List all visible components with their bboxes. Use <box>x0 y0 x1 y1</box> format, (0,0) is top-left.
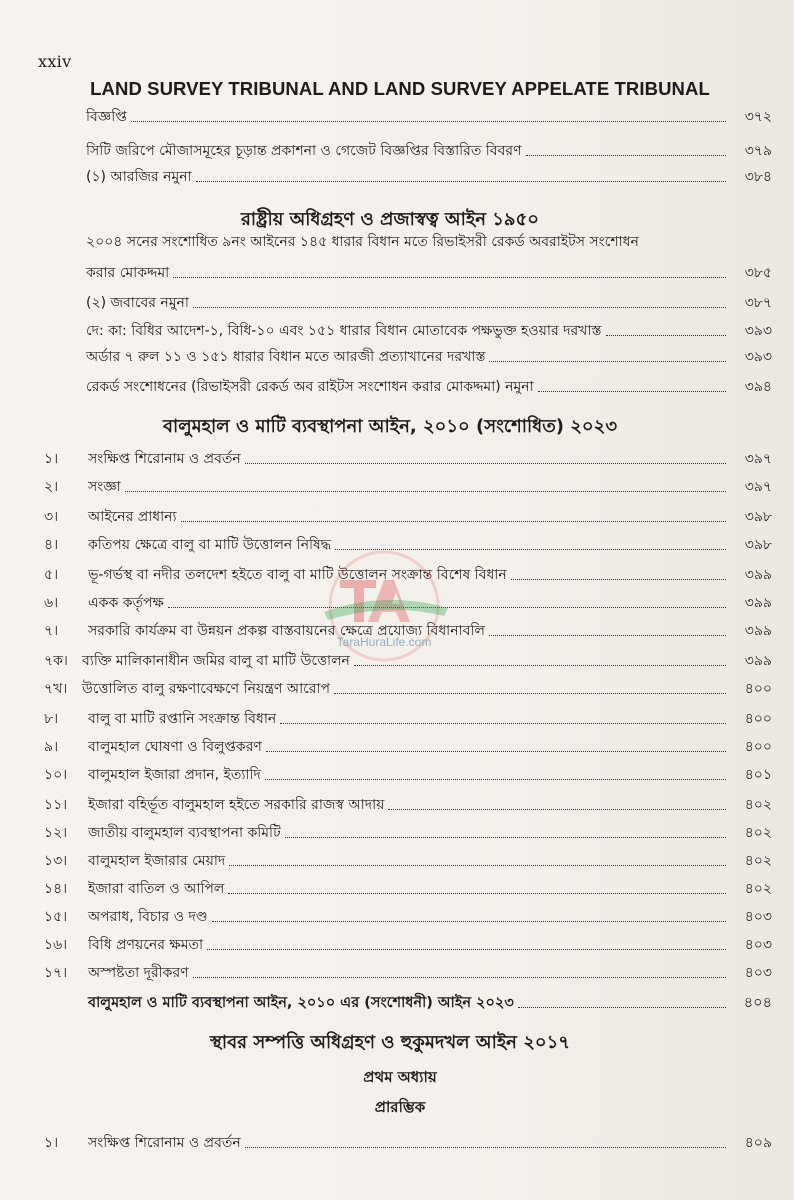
dot-leader <box>196 181 726 182</box>
dot-leader <box>245 463 726 464</box>
toc-entry[interactable] <box>44 588 772 612</box>
section-number: ৫। <box>44 567 59 583</box>
entry-page: ৩৯৪ <box>744 379 772 395</box>
toc-entry[interactable] <box>44 472 772 496</box>
dot-leader <box>265 779 726 780</box>
toc-entry[interactable] <box>44 646 772 670</box>
dot-leader <box>207 949 726 950</box>
entry-title: (১) আরজির নমুনা <box>86 169 192 185</box>
entry-title: (২) জবাবের নমুনা <box>86 295 189 311</box>
entry-page: ৪০৩ <box>744 965 772 981</box>
entry-page: ৩৮৭ <box>744 295 772 311</box>
entry-page: ৩৯৭ <box>744 451 772 467</box>
dot-leader <box>335 549 726 550</box>
dot-leader <box>285 837 726 838</box>
dot-leader <box>388 809 726 810</box>
toc-entry[interactable] <box>44 958 772 982</box>
entry-page: ৩৭৯ <box>744 143 772 159</box>
page-number: xxiv <box>38 52 72 71</box>
section-number: ১২। <box>44 825 68 841</box>
entry-page: ৩৯৯ <box>744 623 772 639</box>
dot-leader <box>125 491 726 492</box>
dot-leader <box>489 635 726 636</box>
toc-entry[interactable] <box>44 732 772 756</box>
section-number: ১৩। <box>44 853 68 869</box>
entry-page: ৪০০ <box>744 739 772 755</box>
entry-title: বিধি প্রণয়নের ক্ষমতা <box>88 937 204 953</box>
entry-page: ৩৯৯ <box>744 567 772 583</box>
toc-entry[interactable] <box>44 444 772 468</box>
entry-page: ৩৯৮ <box>744 509 772 525</box>
toc-entry[interactable] <box>86 162 772 186</box>
toc-entry[interactable] <box>86 102 772 126</box>
toc-entry[interactable] <box>86 136 772 160</box>
section-number: ১৫। <box>44 909 68 925</box>
toc-entry-amendment[interactable] <box>88 988 772 1012</box>
dot-leader <box>606 335 726 336</box>
dot-leader <box>228 893 726 894</box>
dot-leader <box>131 121 726 122</box>
toc-entry[interactable] <box>44 560 772 584</box>
toc-entry[interactable] <box>44 818 772 842</box>
entry-page: ৪০০ <box>744 711 772 727</box>
toc-entry[interactable] <box>44 1128 772 1152</box>
toc-entry[interactable] <box>44 902 772 926</box>
entry-page: ৪০০ <box>744 681 772 697</box>
toc-entry[interactable] <box>44 874 772 898</box>
entry-title: বালু বা মাটি রপ্তানি সংক্রান্ত বিধান <box>88 711 277 727</box>
toc-entry[interactable] <box>86 258 772 282</box>
dot-leader <box>173 277 726 278</box>
entry-page: ৩৯৭ <box>744 479 772 495</box>
toc-entry[interactable] <box>44 616 772 640</box>
dot-leader <box>334 693 726 694</box>
entry-page: ৪০৪ <box>743 995 772 1011</box>
entry-title: একক কর্তৃপক্ষ <box>88 595 164 611</box>
section-number: ৭। <box>44 623 59 639</box>
section-number: ১। <box>44 451 59 467</box>
section-heading: রাষ্ট্রীয় অধিগ্রহণ ও প্রজাস্বত্ব আইন ১৯৫০ <box>241 209 539 230</box>
section-number: ৩। <box>44 509 59 525</box>
section-number: ৬। <box>44 595 59 611</box>
dot-leader <box>354 665 726 666</box>
section-number: ৯। <box>44 739 59 755</box>
toc-entry[interactable] <box>44 760 772 784</box>
entry-title: জাতীয় বালুমহাল ব্যবস্থাপনা কমিটি <box>88 825 281 841</box>
entry-page: ৪০১ <box>744 767 772 783</box>
entry-page: ৩৮৫ <box>744 265 772 281</box>
dot-leader <box>229 865 726 866</box>
entry-title: দে: কা: বিধির আদেশ-১, বিধি-১০ এবং ১৫১ ধারার বিধান মোতাবেক পক্ষভুক্ত হওয়ার দরখাস্ত <box>86 323 602 339</box>
entry-title: ইজারা বাতিল ও আপিল <box>88 881 225 897</box>
entry-title: সংক্ষিপ্ত শিরোনাম ও প্রবর্তন <box>88 1135 241 1151</box>
entry-page: ৪০২ <box>744 825 772 841</box>
section-number: ১১। <box>44 797 68 813</box>
entry-page: ৪০৩ <box>744 937 772 953</box>
toc-entry[interactable] <box>44 790 772 814</box>
entry-title: বালুমহাল ইজারার মেয়াদ <box>88 853 226 869</box>
entry-page: ৪০২ <box>744 853 772 869</box>
section-number: ৪। <box>44 537 59 553</box>
entry-title: ভূ-গর্ভস্থ বা নদীর তলদেশ হইতে বালু বা মাটি উত্তোলন সংক্রান্ত বিশেষ বিধান <box>88 567 507 583</box>
entry-title: সিটি জরিপে মৌজাসমূহের চূড়ান্ত প্রকাশনা ও গেজেট বিজ্ঞপ্তির বিস্তারিত বিবরণ <box>86 143 522 159</box>
dot-leader <box>538 391 726 392</box>
entry-title: বিজ্ঞপ্তি <box>86 109 127 125</box>
section-number: ৮। <box>44 711 59 727</box>
entry-page: ৪০২ <box>744 797 772 813</box>
entry-page: ৪০২ <box>744 881 772 897</box>
dot-leader <box>489 361 726 362</box>
entry-page: ৩৯৩ <box>744 349 772 365</box>
entry-title: বালুমহাল ঘোষণা ও বিলুপ্তকরণ <box>88 739 262 755</box>
dot-leader <box>212 921 726 922</box>
entry-title: সরকারি কার্যক্রম বা উন্নয়ন প্রকল্প বাস্তবায়নের ক্ষেত্রে প্রযোজ্য বিধানাবলি <box>88 623 485 639</box>
entry-page: ৩৭২ <box>744 109 772 125</box>
toc-entry-first-line: ২০০৪ সনের সংশোধিত ৯নং আইনের ১৪৫ ধারার বিধান মতে রিভাইসরী রেকর্ড অবরাইটস সংশোধন <box>86 234 639 250</box>
toc-entry[interactable] <box>44 502 772 526</box>
chapter-subheading: প্রারম্ভিক <box>374 1098 426 1116</box>
entry-title: অর্ডার ৭ রুল ১১ ও ১৫১ ধারার বিধান মতে আরজী প্রত্যাখানের দরখাস্ত <box>86 349 486 365</box>
running-head: LAND SURVEY TRIBUNAL AND LAND SURVEY APPELATE TRIBUNAL <box>90 78 710 99</box>
dot-leader <box>518 1007 726 1008</box>
entry-title: উত্তোলিত বালু রক্ষণাবেক্ষণে নিয়ন্ত্রণ আরোপ <box>82 681 331 697</box>
chapter-heading: প্রথম অধ্যায় <box>363 1068 437 1086</box>
dot-leader <box>245 1147 726 1148</box>
entry-title: কতিপয় ক্ষেত্রে বালু বা মাটি উত্তোলন নিষিদ্ধ <box>88 537 332 553</box>
section-number: ১৬। <box>44 937 68 953</box>
dot-leader <box>266 751 726 752</box>
toc-entry[interactable] <box>86 288 772 312</box>
watermark-text: TaraHuraLife.com <box>336 635 432 649</box>
section-number: ২। <box>44 479 59 495</box>
section-number: ১০। <box>44 767 68 783</box>
toc-entry[interactable] <box>44 930 772 954</box>
dot-leader <box>280 723 726 724</box>
dot-leader <box>511 579 726 580</box>
section-heading: স্থাবর সম্পত্তি অধিগ্রহণ ও হুকুমদখল আইন ২০১৭ <box>210 1032 570 1053</box>
section-number: ১৭। <box>44 965 68 981</box>
section-heading: বালুমহাল ও মাটি ব্যবস্থাপনা আইন, ২০১০ (সংশোধিত) ২০২৩ <box>162 416 618 437</box>
entry-title: সংজ্ঞা <box>88 479 121 495</box>
dot-leader <box>168 607 726 608</box>
entry-title: ইজারা বহির্ভূত বালুমহাল হইতে সরকারি রাজস্ব আদায় <box>88 797 385 813</box>
toc-entry[interactable] <box>86 342 772 366</box>
entry-page: ৪০৩ <box>744 909 772 925</box>
toc-entry[interactable] <box>86 316 772 340</box>
entry-page: ৪০৯ <box>744 1135 772 1151</box>
entry-title: ব্যক্তি মালিকানাধীন জমির বালু বা মাটি উত্তোলন <box>82 653 350 669</box>
entry-title: বালুমহাল ইজারা প্রদান, ইত্যাদি <box>88 767 261 783</box>
entry-title: অস্পষ্টতা দূরীকরণ <box>88 965 189 981</box>
entry-title: আইনের প্রাধান্য <box>88 509 177 525</box>
toc-entry[interactable] <box>44 704 772 728</box>
toc-entry[interactable] <box>44 674 772 698</box>
dot-leader <box>526 155 726 156</box>
dot-leader <box>193 977 726 978</box>
entry-title: করার মোকদ্দমা <box>86 265 170 281</box>
entry-title: বালুমহাল ও মাটি ব্যবস্থাপনা আইন, ২০১০ এর (সংশোধনী) আইন ২০২৩ <box>88 995 514 1011</box>
section-number: ১। <box>44 1135 59 1151</box>
entry-page: ৩৯৩ <box>744 323 772 339</box>
section-number: ১৪। <box>44 881 68 897</box>
toc-entry[interactable] <box>44 846 772 870</box>
entry-title: রেকর্ড সংশোধনের (রিভাইসরী রেকর্ড অব রাইটস সংশোধন করার মোকদ্দমা) নমুনা <box>86 379 534 395</box>
dot-leader <box>193 307 726 308</box>
entry-title: অপরাধ, বিচার ও দণ্ড <box>88 909 208 925</box>
entry-title: সংক্ষিপ্ত শিরোনাম ও প্রবর্তন <box>88 451 241 467</box>
entry-page: ৩৯৯ <box>744 595 772 611</box>
toc-entry[interactable] <box>86 372 772 396</box>
entry-page: ৩৮৪ <box>744 169 772 185</box>
entry-page: ৩৯৯ <box>744 653 772 669</box>
section-number: ৭ক। <box>44 653 68 669</box>
toc-entry[interactable] <box>44 530 772 554</box>
dot-leader <box>181 521 726 522</box>
section-number: ৭খ। <box>44 681 68 697</box>
entry-page: ৩৯৮ <box>744 537 772 553</box>
